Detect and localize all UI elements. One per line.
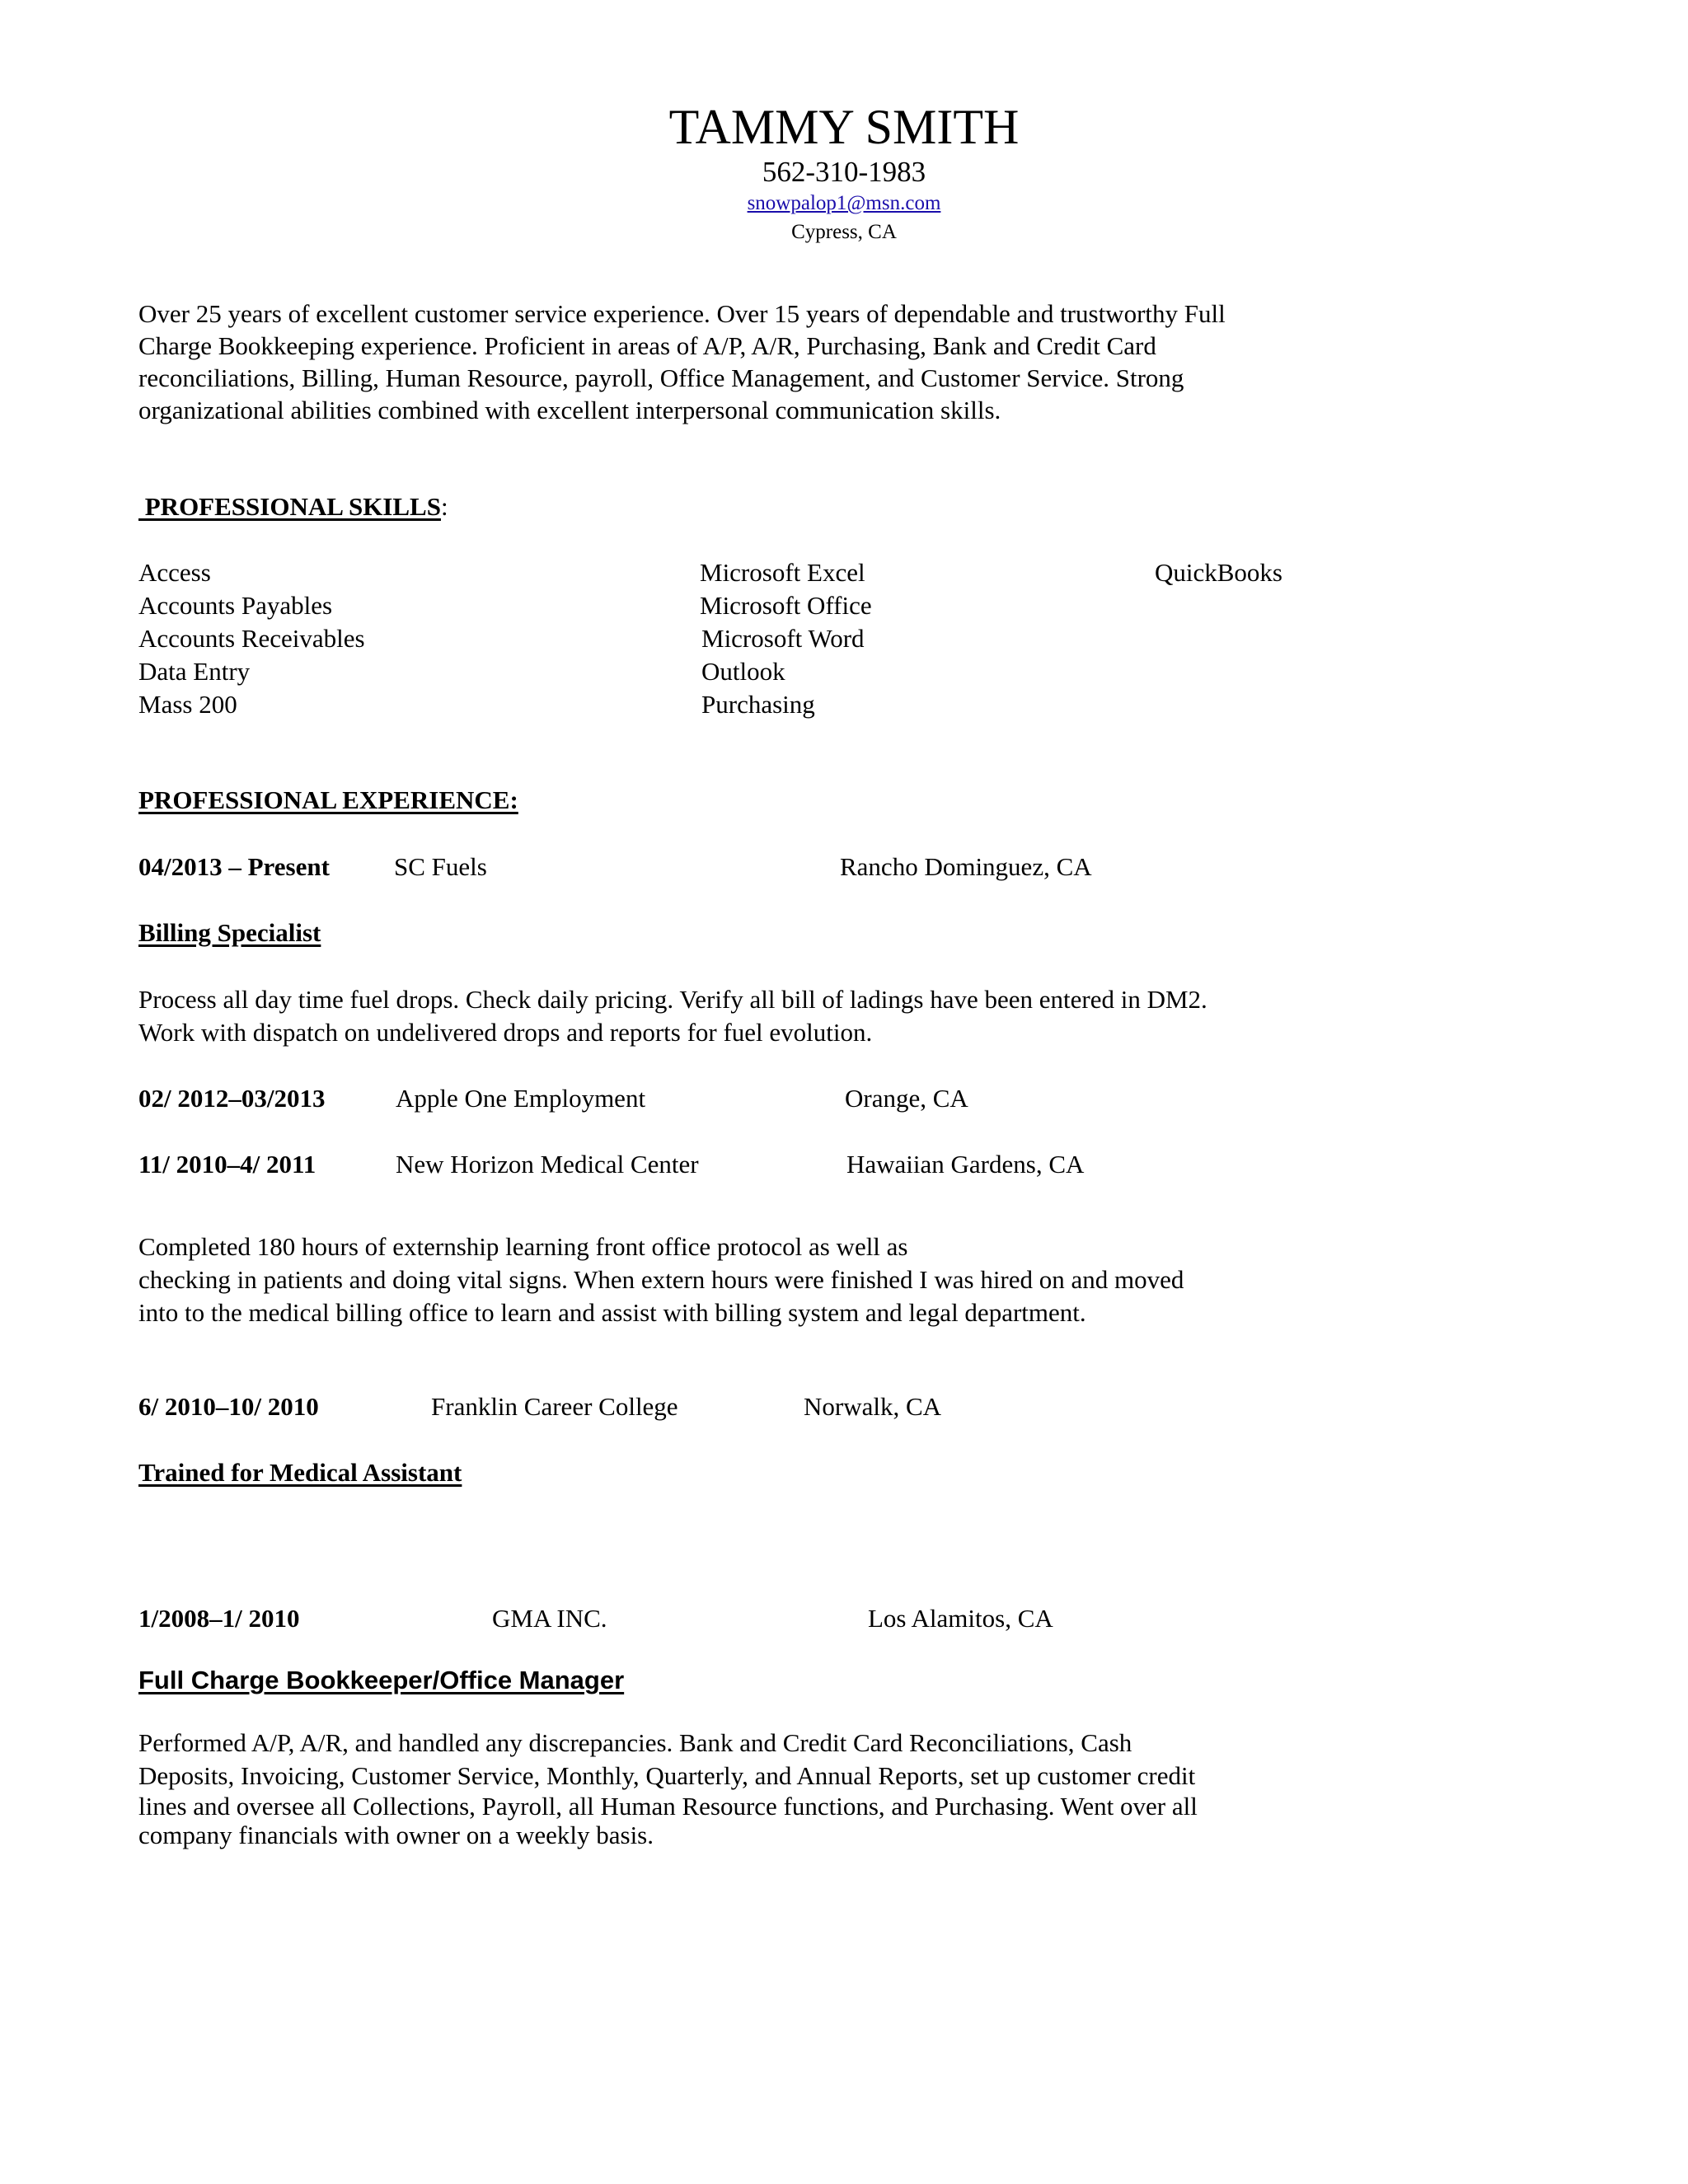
skills-heading	[138, 490, 448, 523]
skill-item: QuickBooks	[1155, 558, 1282, 587]
phone-number: 562-310-1983	[762, 156, 926, 188]
skill-item: Data Entry	[138, 657, 251, 686]
job-dates: 1/2008–1/ 2010	[138, 1604, 300, 1633]
job-dates: 6/ 2010–10/ 2010	[138, 1392, 319, 1421]
summary-line: Over 25 years of excellent customer service experience. Over 15 years of dependable and trustworthy Full	[138, 299, 1226, 328]
email-link[interactable]: snowpalop1@msn.com	[747, 192, 941, 214]
job-company: Franklin Career College	[431, 1392, 678, 1421]
summary-line: organizational abilities combined with excellent interpersonal communication skills.	[138, 396, 1001, 424]
job-description-line: Deposits, Invoicing, Customer Service, Monthly, Quarterly, and Annual Reports, set up customer credit	[138, 1761, 1196, 1790]
job-dates: 04/2013 – Present	[138, 852, 330, 881]
job-title: Billing Specialist	[138, 918, 321, 947]
skill-item: Access	[138, 558, 211, 587]
summary-line: Charge Bookkeeping experience. Proficient in areas of A/P, A/R, Purchasing, Bank and Credit Card	[138, 331, 1156, 360]
job-description-line: Performed A/P, A/R, and handled any discrepancies. Bank and Credit Card Reconciliations, Cash	[138, 1728, 1132, 1757]
skill-item: Accounts Payables	[138, 591, 333, 620]
job-location: Hawaiian Gardens, CA	[846, 1150, 1085, 1179]
job-location: Los Alamitos, CA	[868, 1604, 1053, 1633]
job-dates: 11/ 2010–4/ 2011	[138, 1150, 316, 1179]
job-description-line: Process all day time fuel drops. Check daily pricing. Verify all bill of ladings have been entered in DM2.	[138, 985, 1207, 1014]
job-description-line: Work with dispatch on undelivered drops and reports for fuel evolution.	[138, 1018, 873, 1047]
job-description-line: checking in patients and doing vital signs. When extern hours were finished I was hired on and moved	[138, 1265, 1184, 1294]
skill-item: Microsoft Word	[701, 624, 865, 653]
job-company: Apple One Employment	[396, 1084, 646, 1113]
job-description-line: company financials with owner on a weekly basis.	[138, 1821, 654, 1849]
skill-item: Outlook	[701, 657, 785, 686]
job-description-line: into to the medical billing office to learn and assist with billing system and legal department.	[138, 1298, 1086, 1327]
summary-line: reconciliations, Billing, Human Resource, payroll, Office Management, and Customer Service. Strong	[138, 363, 1184, 392]
resume-name: TAMMY SMITH	[668, 100, 1020, 154]
job-dates: 02/ 2012–03/2013	[138, 1084, 326, 1113]
job-company: SC Fuels	[394, 852, 487, 881]
skill-item: Accounts Receivables	[138, 624, 365, 653]
skill-item: Microsoft Office	[700, 591, 872, 620]
job-title: Full Charge Bookkeeper/Office Manager	[138, 1666, 625, 1694]
job-description-line: lines and oversee all Collections, Payroll, all Human Resource functions, and Purchasing. Went over all	[138, 1792, 1198, 1821]
skills-heading-text: PROFESSIONAL SKILLS	[138, 492, 441, 521]
job-location: Norwalk, CA	[804, 1392, 942, 1421]
job-company: GMA INC.	[492, 1604, 607, 1633]
location-text: Cypress, CA	[791, 221, 897, 243]
job-location: Rancho Dominguez, CA	[840, 852, 1092, 881]
skill-item: Microsoft Excel	[700, 558, 865, 587]
skill-item: Mass 200	[138, 690, 237, 719]
job-description-line: Completed 180 hours of externship learning front office protocol as well as	[138, 1232, 908, 1261]
job-title: Trained for Medical Assistant	[138, 1458, 462, 1487]
experience-heading: PROFESSIONAL EXPERIENCE:	[138, 785, 518, 814]
job-company: New Horizon Medical Center	[396, 1150, 699, 1179]
skill-item: Purchasing	[701, 690, 815, 719]
skills-heading-colon: :	[440, 492, 448, 521]
job-location: Orange, CA	[845, 1084, 968, 1113]
